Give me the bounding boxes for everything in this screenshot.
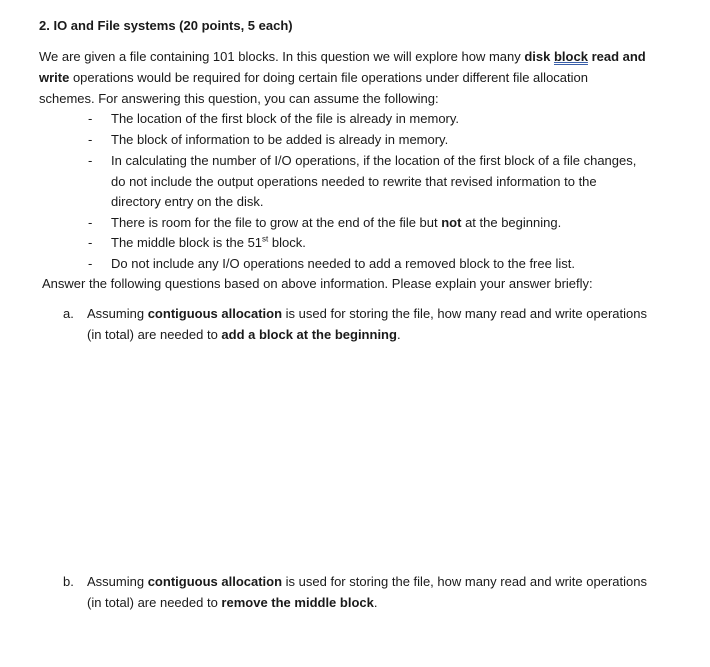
bullet-item [111,212,561,233]
question-a-label: a. [63,306,74,321]
question-a-line-1 [87,303,647,324]
bullet-item: The location of the first block of the file is already in memory. [111,111,460,126]
q-bold-action: add a block at the beginning [221,327,397,342]
question-b-line-2 [87,592,377,613]
q-bold-contiguous: contiguous allocation [147,574,283,589]
ordinal-suffix: st [262,234,269,244]
bullet-item-continued: directory entry on the disk. [111,194,264,209]
bullet-text-part: at the beginning. [461,215,562,230]
intro-bold-read-and: read and [587,49,646,64]
q-bold-action: remove the middle block [221,595,374,610]
bullet-dash: - [88,215,93,230]
question-a-line-2 [87,324,401,345]
bullet-bold-not: not [441,215,462,230]
intro-line-3: schemes. For answering this question, you can assume the following: [39,91,439,106]
q-text-part: (in total) are needed to [87,327,222,342]
q-text-part: . [396,327,401,342]
bullet-text-part: The middle block is the 51 [111,235,263,250]
bullet-item [111,232,306,253]
intro-line-1 [39,46,646,67]
intro-text: operations would be required for doing certain file operations under different file allocation [69,70,588,85]
bullet-item: The block of information to be added is already in memory. [111,132,449,147]
q-text-part: (in total) are needed to [87,595,222,610]
q-text-part: Assuming [87,574,148,589]
question-heading: 2. IO and File systems (20 points, 5 each) [39,18,293,33]
q-text-part: Assuming [87,306,148,321]
bullet-dash: - [88,132,93,147]
bullet-item: In calculating the number of I/O operations, if the location of the first block of a file changes, [111,153,637,168]
question-b-line-1 [87,571,647,592]
q-text-part: is used for storing the file, how many read and write operations [282,306,647,321]
bullet-dash: - [88,153,93,168]
bullet-text-part: block. [268,235,306,250]
q-text-part: . [373,595,378,610]
bullet-text-part: There is room for the file to grow at the end of the file but [111,215,442,230]
bullet-dash: - [88,235,93,250]
bullet-item-continued: do not include the output operations needed to rewrite that revised information to the [111,174,597,189]
bullet-item: Do not include any I/O operations needed to add a removed block to the free list. [111,256,575,271]
q-bold-contiguous: contiguous allocation [147,306,283,321]
intro-line-2 [39,67,588,88]
intro-bold-write: write [39,70,70,85]
answer-instruction: Answer the following questions based on above information. Please explain your answer briefly: [42,276,593,291]
bullet-dash: - [88,111,93,126]
bullet-dash: - [88,256,93,271]
question-b-label: b. [63,574,74,589]
q-text-part: is used for storing the file, how many read and write operations [282,574,647,589]
intro-bold-block: block [553,49,588,64]
intro-bold-disk: disk [524,49,554,64]
intro-text: We are given a file containing 101 blocks. In this question we will explore how many [39,49,525,64]
